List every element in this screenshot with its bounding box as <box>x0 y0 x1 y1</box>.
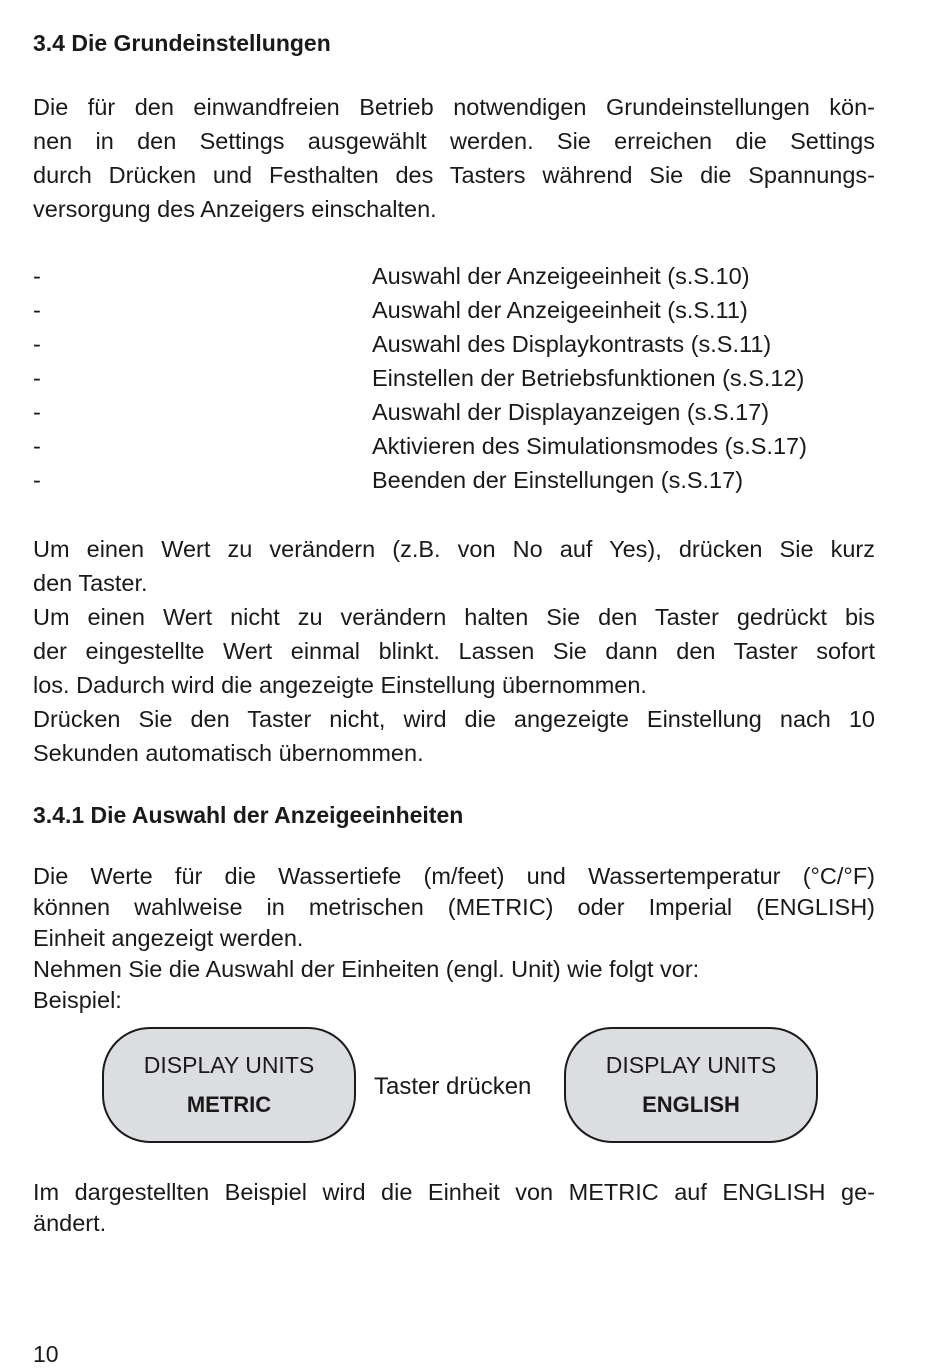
list-item <box>33 463 875 497</box>
list-dash: - <box>33 263 41 289</box>
list-item-text: Einstellen der Betriebsfunktionen (s.S.12) <box>372 365 805 391</box>
section-heading: 3.4 Die Grundeinstellungen <box>33 30 331 56</box>
list-item-text: Auswahl des Displaykontrasts (s.S.11) <box>372 331 772 357</box>
closing-paragraph <box>33 1177 875 1239</box>
list-item <box>33 327 875 361</box>
instruction-line: Um einen Wert zu verändern (z.B. von No auf Yes), drücken Sie kurz <box>33 536 875 562</box>
list-item <box>33 395 875 429</box>
instruction-line: Sekunden automatisch übernommen. <box>33 740 424 766</box>
closing-line: Im dargestellten Beispiel wird die Einheit von METRIC auf ENGLISH ge- <box>33 1179 875 1205</box>
intro-paragraph <box>33 90 875 226</box>
instruction-line: der eingestellte Wert einmal blinkt. Lassen Sie dann den Taster sofort <box>33 638 875 664</box>
list-item-text: Auswahl der Anzeigeeinheit (s.S.11) <box>372 297 748 323</box>
list-dash: - <box>33 467 41 493</box>
list-item-text: Auswahl der Displayanzeigen (s.S.17) <box>372 399 770 425</box>
action-label: Taster drücken <box>374 1073 532 1100</box>
list-item <box>33 259 875 293</box>
list-item <box>33 293 875 327</box>
intro-line: Die für den einwandfreien Betrieb notwendigen Grundeinstellungen kön- <box>33 94 875 120</box>
settings-list <box>33 259 875 497</box>
display-value: METRIC <box>186 1092 272 1117</box>
list-dash: - <box>33 365 41 391</box>
list-item <box>33 361 875 395</box>
subsection-heading: 3.4.1 Die Auswahl der Anzeigeeinheiten <box>33 802 464 828</box>
closing-line: ändert. <box>33 1210 107 1236</box>
intro-line: durch Drücken und Festhalten des Tasters während Sie die Spannungs- <box>33 162 875 188</box>
list-item-text: Auswahl der Anzeigeeinheit (s.S.10) <box>372 263 750 289</box>
display-english-example <box>564 1027 818 1143</box>
page-number: 10 <box>33 1341 59 1367</box>
display-title: DISPLAY UNITS <box>143 1052 315 1078</box>
list-dash: - <box>33 433 41 459</box>
manual-page <box>33 0 875 1368</box>
subsection-line: können wahlweise in metrischen (METRIC) oder Imperial (ENGLISH) <box>33 894 875 920</box>
display-metric-example <box>102 1027 356 1143</box>
list-dash: - <box>33 331 41 357</box>
intro-line: nen in den Settings ausgewählt werden. Sie erreichen die Settings <box>33 128 875 154</box>
list-item-text: Aktivieren des Simulationsmodes (s.S.17) <box>372 433 807 459</box>
instruction-paragraph <box>33 532 875 770</box>
subsection-line: Beispiel: <box>33 987 122 1013</box>
display-title: DISPLAY UNITS <box>605 1052 777 1078</box>
list-dash: - <box>33 297 41 323</box>
subsection-line: Einheit angezeigt werden. <box>33 925 304 951</box>
instruction-line: los. Dadurch wird die angezeigte Einstellung übernommen. <box>33 672 647 698</box>
instruction-line: Um einen Wert nicht zu verändern halten Sie den Taster gedrückt bis <box>33 604 875 630</box>
subsection-paragraph <box>33 861 875 1016</box>
subsection-line: Nehmen Sie die Auswahl der Einheiten (engl. Unit) wie folgt vor: <box>33 956 700 982</box>
display-value: ENGLISH <box>642 1092 740 1117</box>
list-item-text: Beenden der Einstellungen (s.S.17) <box>372 467 744 493</box>
intro-line: versorgung des Anzeigers einschalten. <box>33 196 437 222</box>
list-item <box>33 429 875 463</box>
instruction-line: den Taster. <box>33 570 148 596</box>
list-dash: - <box>33 399 41 425</box>
instruction-line: Drücken Sie den Taster nicht, wird die angezeigte Einstellung nach 10 <box>33 706 875 732</box>
subsection-line: Die Werte für die Wassertiefe (m/feet) und Wassertemperatur (°C/°F) <box>33 863 875 889</box>
